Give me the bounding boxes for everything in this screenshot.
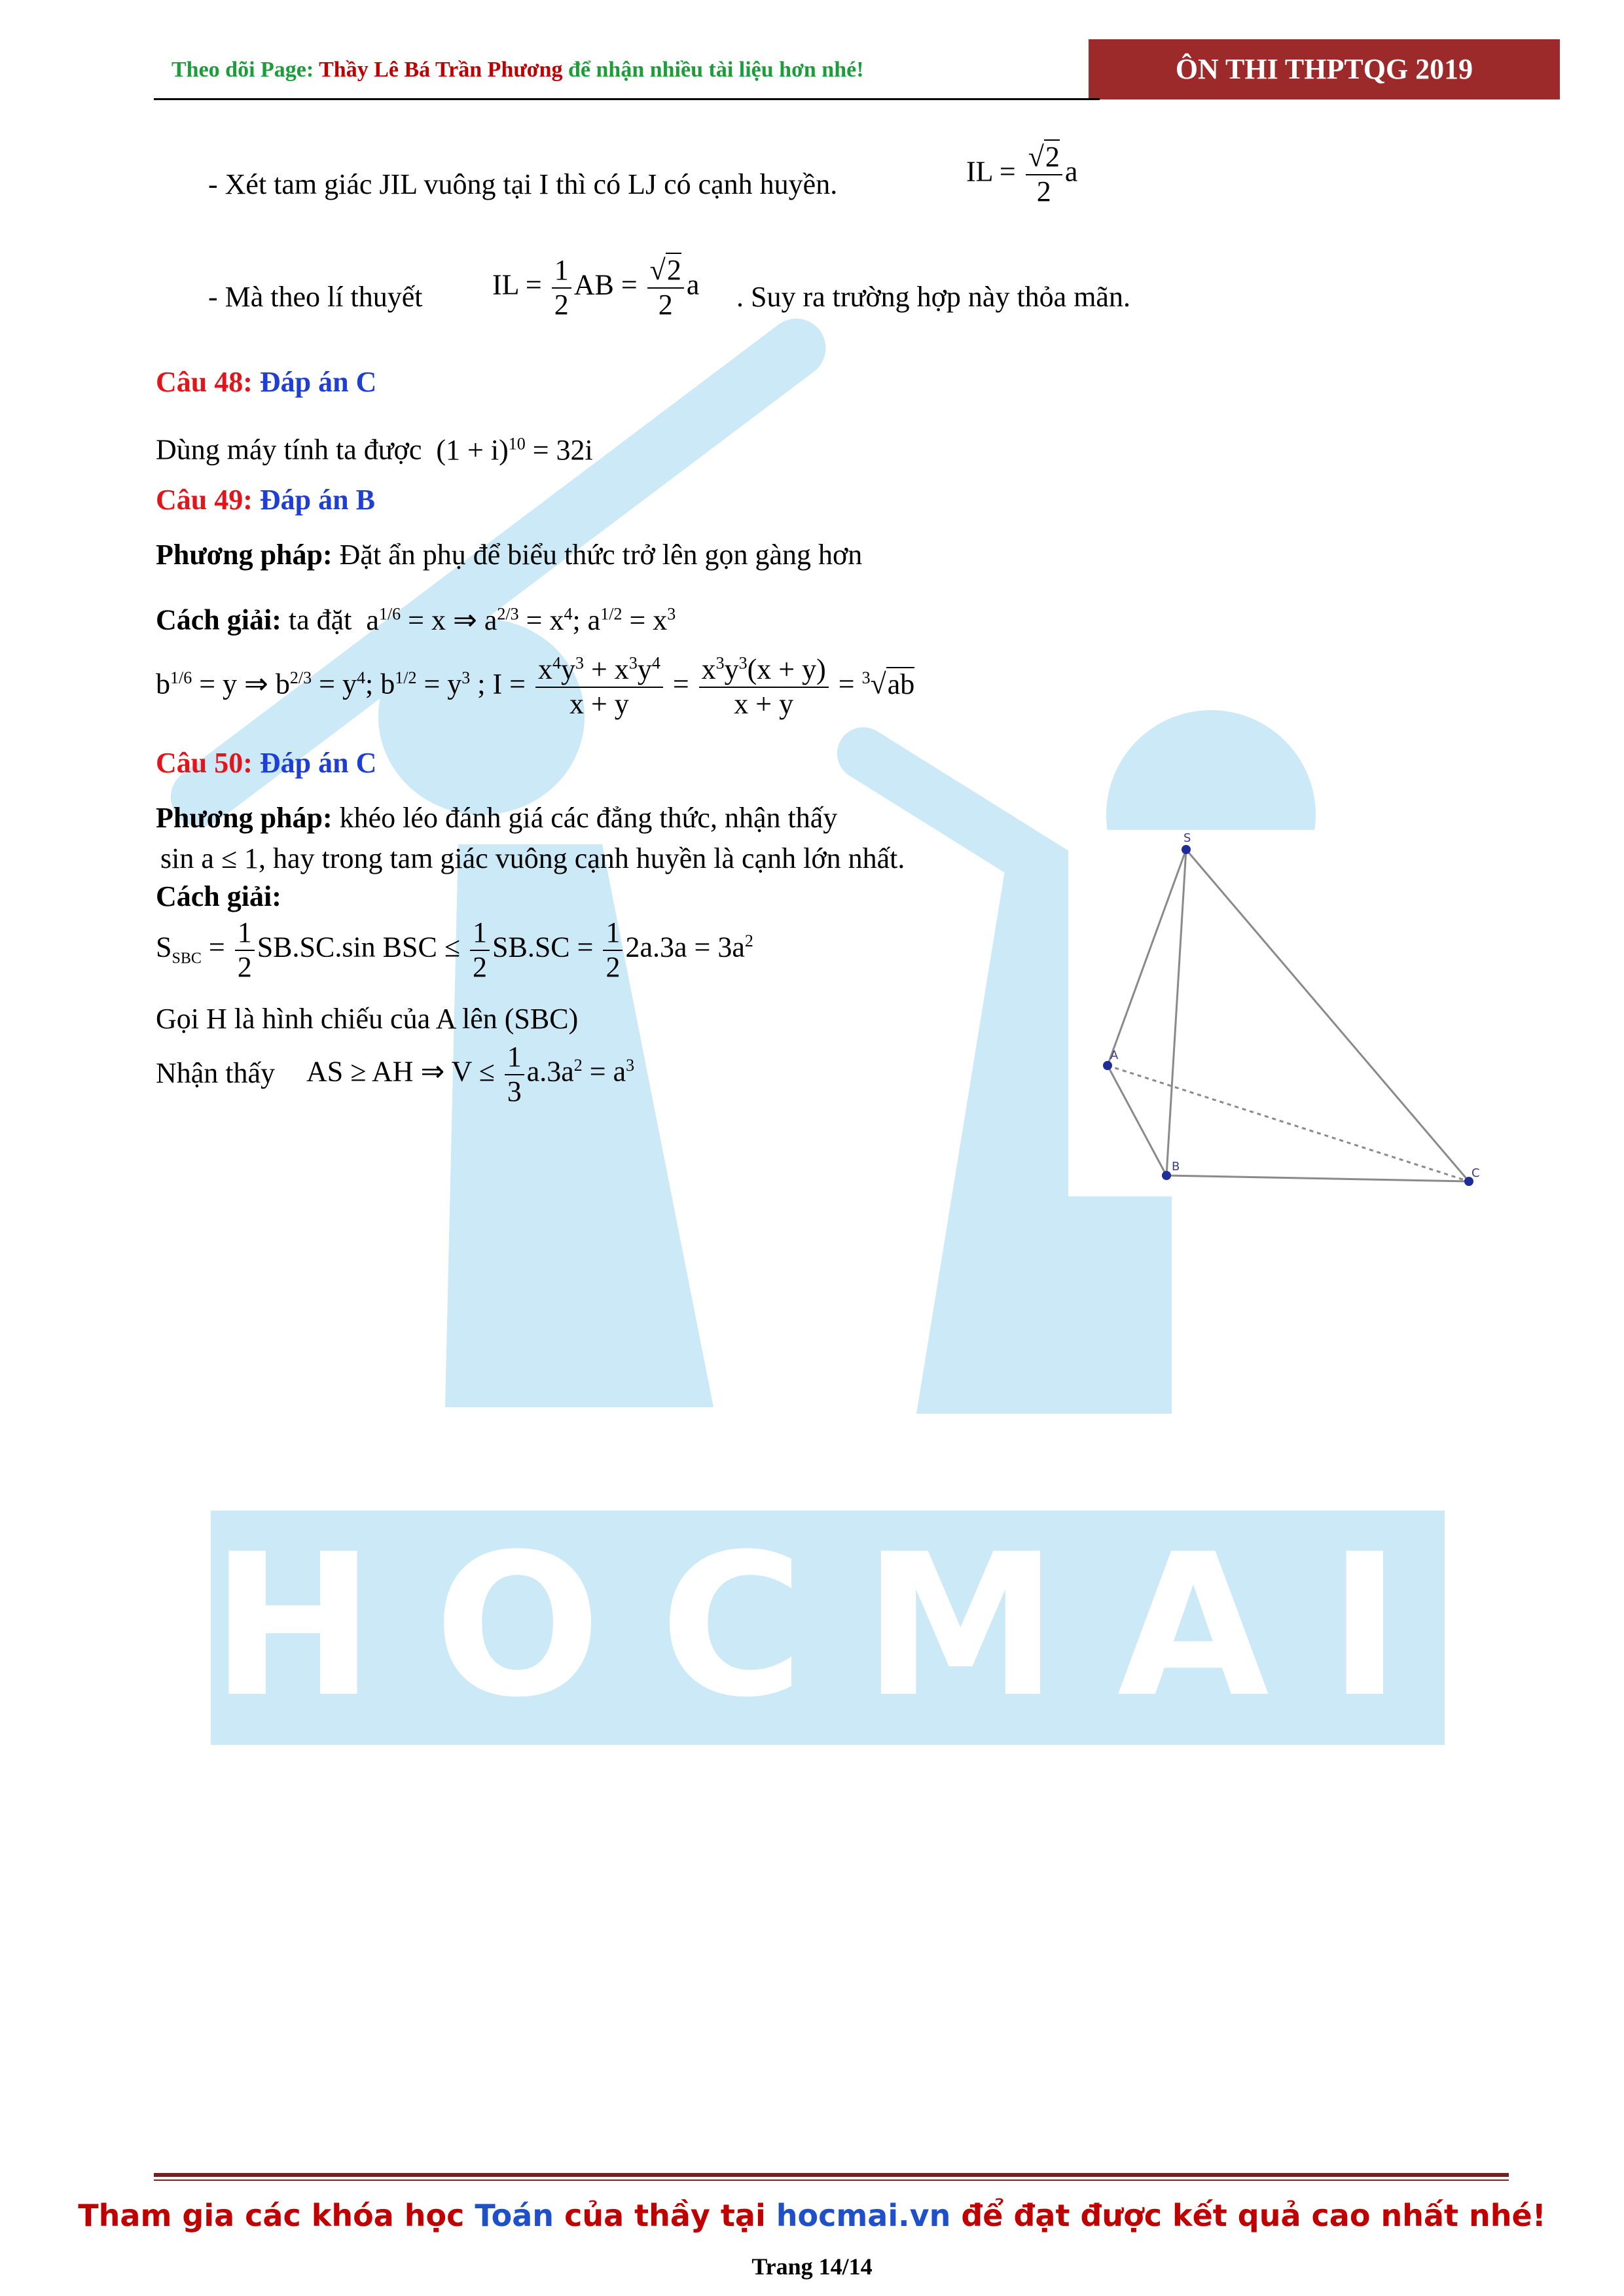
q50-line2-text: , hay trong tam giác vuông cạnh huyền là cạnh lớn nhất. (259, 842, 905, 874)
q50-line2 (160, 844, 905, 873)
q50-solve-label: Cách giải: (156, 880, 281, 912)
q50-gh (156, 1005, 578, 1033)
line-theory-tail-text: . Suy ra trường hợp này thỏa mãn. (736, 281, 1130, 313)
label-b: B (1172, 1160, 1180, 1174)
footer-p1: Tham gia các khóa học (78, 2198, 475, 2233)
q50-method (156, 804, 837, 833)
q50-area-formula: $S_{SBC}$ = $\frac{1}{2}$ SB.SC.sin BSC ≤ $\frac{1}{2}$ SB.SC = $\frac{1}{2}$ $2a.3a = 3a^2$ (156, 916, 753, 983)
q50-volume-formula: AS ≥ AH ⇒ V ≤ $\frac{1}{3}$ $a.3a^2 = a^3$ (306, 1041, 635, 1107)
q48-formula: $(1 + i)^{10} = 32i$ (429, 433, 593, 466)
page-number: Trang 14/14 (751, 2253, 873, 2280)
q50-nt-text: Nhận thấy (156, 1057, 276, 1089)
q49-method-label: Phương pháp: (156, 539, 333, 571)
q49-answer: Đáp án B (259, 484, 375, 516)
q48-text: Dùng máy tính ta được (156, 433, 422, 466)
line-theory-text: - Mà theo lí thuyết (208, 281, 423, 313)
q50-label: Câu 50: (156, 747, 253, 779)
label-s: S (1183, 831, 1191, 845)
q50-nt (156, 1059, 275, 1088)
q49-heading (156, 483, 375, 516)
line-theory-tail (736, 283, 1130, 312)
header-note (171, 58, 864, 82)
q49-method-text: Đặt ẩn phụ để biểu thức trở lên gọn gàng hơn (332, 539, 863, 571)
header-badge-text: ÔN THI THPTQG 2019 (1175, 53, 1473, 85)
line-jil-text: - Xét tam giác JIL vuông tại I thì có LJ có cạnh huyền. (208, 168, 838, 200)
footer-rule-thick (154, 2173, 1509, 2177)
q50-sin: sin a ≤ 1 (160, 842, 259, 874)
header-badge (1089, 39, 1560, 99)
q48-heading (156, 365, 376, 399)
q48-line (156, 435, 593, 465)
vertex-b (1162, 1171, 1171, 1180)
footer-promo (0, 2198, 1624, 2233)
q48-label: Câu 48: (156, 366, 253, 398)
header-rule (154, 98, 1100, 100)
footer-p3: của thầy tại (554, 2198, 776, 2233)
q50-method-text: khéo léo đánh giá các đẳng thức, nhận thấy (332, 802, 838, 834)
footer-p5: để đạt được kết quả cao nhất nhé! (950, 2198, 1546, 2233)
label-c: C (1471, 1166, 1480, 1180)
q50-answer: Đáp án C (259, 747, 377, 779)
q49-solve-label: Cách giải: (156, 603, 281, 636)
formula-il-1: IL = $\frac{√2}{2}$ a (966, 141, 1078, 207)
header-teacher-link[interactable]: Thầy Lê Bá Trần Phương (319, 58, 563, 82)
q49-solve (156, 605, 676, 635)
q48-answer: Đáp án C (259, 366, 377, 398)
vertex-s (1182, 845, 1191, 854)
footer-link[interactable]: hocmai.vn (776, 2198, 951, 2233)
formula-il-2: IL = $\frac{1}{2}$ AB = $\frac{√2}{2}$ a (492, 254, 700, 321)
q50-method-label: Phương pháp: (156, 802, 333, 834)
q49-sub-a: $a^{1/6} = x$ ⇒ $a^{2/3} = x^4$; $a^{1/2} = x^3$ (359, 603, 676, 636)
q50-heading (156, 746, 376, 780)
footer-p2: Toán (475, 2198, 554, 2233)
q49-sub-b: $b^{1/6} = y$ ⇒ $b^{2/3} = y^4$; $b^{1/2} = y^3$ ; I = $\frac{x^4y^3 + x^3y^4}{x + y}$ = $\frac{x^3y^3(x + y)}{x + y}$ = $^3$√ab (156, 653, 915, 720)
q50-solve (156, 882, 281, 911)
q49-solve-text: ta đặt (281, 603, 352, 636)
q49-method (156, 541, 862, 569)
line-theory (208, 283, 423, 312)
q49-label: Câu 49: (156, 484, 253, 516)
header-prefix: Theo dõi Page: (171, 58, 319, 82)
watermark-text: HOCMAI (211, 1512, 1460, 1740)
footer-rule-thin (154, 2179, 1509, 2181)
label-a: A (1110, 1049, 1119, 1062)
tetrahedron-figure (1068, 830, 1481, 1196)
line-jil (208, 170, 837, 199)
q50-gh-text: Gọi H là hình chiếu của A lên (SBC) (156, 1003, 579, 1035)
header-suffix: để nhận nhiều tài liệu hơn nhé! (562, 58, 864, 82)
vertex-a (1103, 1061, 1112, 1070)
